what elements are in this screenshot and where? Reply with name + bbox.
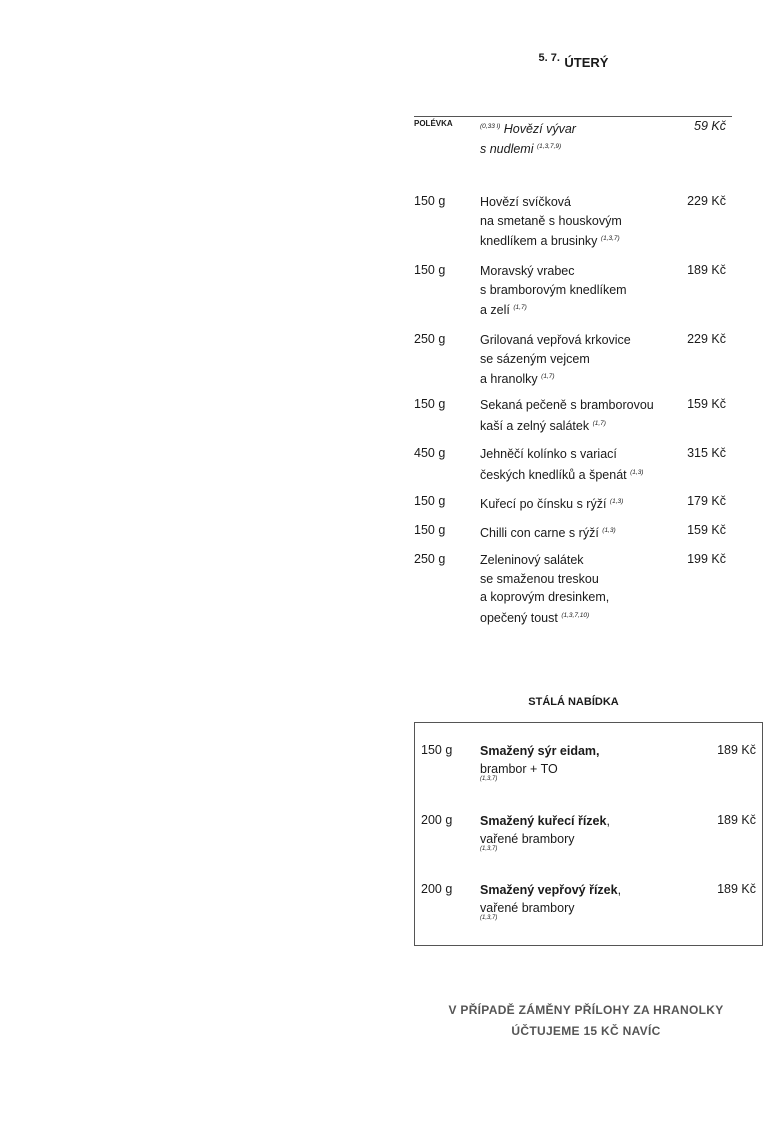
permanent-side: vařené brambory: [480, 832, 575, 846]
soup-volume: (0,33 l): [480, 123, 501, 130]
soup-divider: [414, 116, 732, 117]
permanent-name: Smažený vepřový řízek, vařené brambory: [480, 883, 622, 915]
soup-label: POLÉVKA: [414, 119, 453, 128]
permanent-name: [480, 742, 700, 778]
dish-price: 315 Kč: [687, 446, 726, 460]
dish-name-line: knedlíkem a brusinky: [480, 234, 598, 249]
dish-name-line: Kuřecí po čínsku s rýží: [480, 497, 607, 512]
permanent-weight: 150 g: [421, 743, 453, 757]
side-dish-notice: [0, 1000, 783, 1042]
dish-allergens: (1,3): [630, 468, 644, 476]
soup-name-line1: Hovězí vývar: [503, 122, 576, 137]
dish-weight: 250 g: [414, 552, 446, 566]
soup-name-line2: s nudlemi: [480, 142, 534, 157]
permanent-offer-title: STÁLÁ NABÍDKA: [528, 696, 619, 708]
permanent-price: 189 Kč: [717, 882, 756, 896]
dish-weight: 250 g: [414, 332, 446, 346]
dish-weight: 150 g: [414, 194, 446, 208]
menu-day: ÚTERÝ: [564, 55, 609, 70]
dish-name-line: opečený toust: [480, 610, 558, 625]
notice-line1: V PŘÍPADĚ ZÁMĚNY PŘÍLOHY ZA HRANOLKY: [448, 1003, 724, 1017]
dish-weight: 150 g: [414, 523, 446, 537]
soup-price: 59 Kč: [694, 119, 726, 133]
dish-name-line: Zeleninový salátek: [480, 553, 584, 567]
dish-allergens: (1,7): [513, 304, 527, 311]
dish-name-line: a koprovým dresinkem,: [480, 590, 610, 604]
permanent-name: Smažený kuřecí řízek, vařené brambory: [480, 814, 610, 846]
dish-allergens: (1,7): [592, 419, 606, 427]
permanent-allergens: (1,3,7): [480, 846, 498, 852]
dish-price: 159 Kč: [687, 523, 726, 537]
dish-price: 199 Kč: [687, 552, 726, 566]
dish-allergens: (1,3): [602, 527, 616, 534]
permanent-weight: 200 g: [421, 882, 453, 896]
dish-name-line: Moravský vrabec: [480, 264, 575, 278]
dish-price: 229 Kč: [687, 194, 726, 208]
dish-name-line: se sázeným vejcem: [480, 351, 590, 366]
dish-weight: 150 g: [414, 494, 446, 508]
permanent-price: 189 Kč: [717, 813, 756, 827]
dish-name-line: na smetaně s houskovým: [480, 213, 622, 228]
dish-name-line: českých knedlíků a špenát: [480, 467, 627, 482]
dish-price: 229 Kč: [687, 332, 726, 346]
dish-name-line: Grilovaná vepřová krkovice: [480, 333, 631, 347]
dish-name-line: Jehněčí kolínko s variací: [480, 447, 617, 461]
dish-weight: 450 g: [414, 446, 446, 460]
dish-price: 159 Kč: [687, 397, 726, 411]
dish-name-line: Hovězí svíčková: [480, 195, 572, 209]
dish-allergens: (1,3,7,10): [561, 611, 590, 619]
dish-allergens: (1,7): [541, 373, 555, 380]
soup-allergens: (1,3,7,9): [536, 143, 562, 151]
permanent-weight: 200 g: [421, 813, 453, 827]
permanent-dish-name: Smažený kuřecí řízek: [480, 814, 607, 828]
dish-name-line: se smaženou treskou: [480, 571, 599, 586]
dish-name-line: a hranolky: [480, 372, 538, 387]
permanent-price: 189 Kč: [717, 743, 756, 757]
dish-price: 189 Kč: [687, 263, 726, 277]
permanent-side: vařené brambory: [480, 901, 575, 915]
menu-date-heading: [0, 54, 783, 72]
permanent-allergens: (1,3,7): [480, 776, 498, 782]
permanent-dish-name: Smažený sýr eidam,: [480, 744, 600, 758]
menu-date: 5. 7.: [538, 52, 560, 64]
notice-line2: ÚČTUJEME 15 KČ NAVÍC: [511, 1024, 661, 1038]
permanent-dish-name: Smažený vepřový řízek: [480, 883, 618, 897]
permanent-allergens: (1,3,7): [480, 915, 498, 921]
dish-price: 179 Kč: [687, 494, 726, 508]
dish-allergens: (1,3): [609, 498, 624, 505]
dish-allergens: (1,3,7): [600, 235, 620, 242]
dish-weight: 150 g: [414, 397, 446, 411]
dish-weight: 150 g: [414, 263, 446, 277]
permanent-side: brambor + TO: [480, 762, 558, 776]
dish-name-line: a zelí: [480, 303, 510, 318]
dish-name-line: Chilli con carne s rýží: [480, 526, 599, 541]
dish-name-line: s bramborovým knedlíkem: [480, 282, 627, 297]
dish-name-line: kaší a zelný salátek: [480, 418, 590, 433]
dish-name-line: Sekaná pečeně s bramborovou: [480, 398, 654, 412]
